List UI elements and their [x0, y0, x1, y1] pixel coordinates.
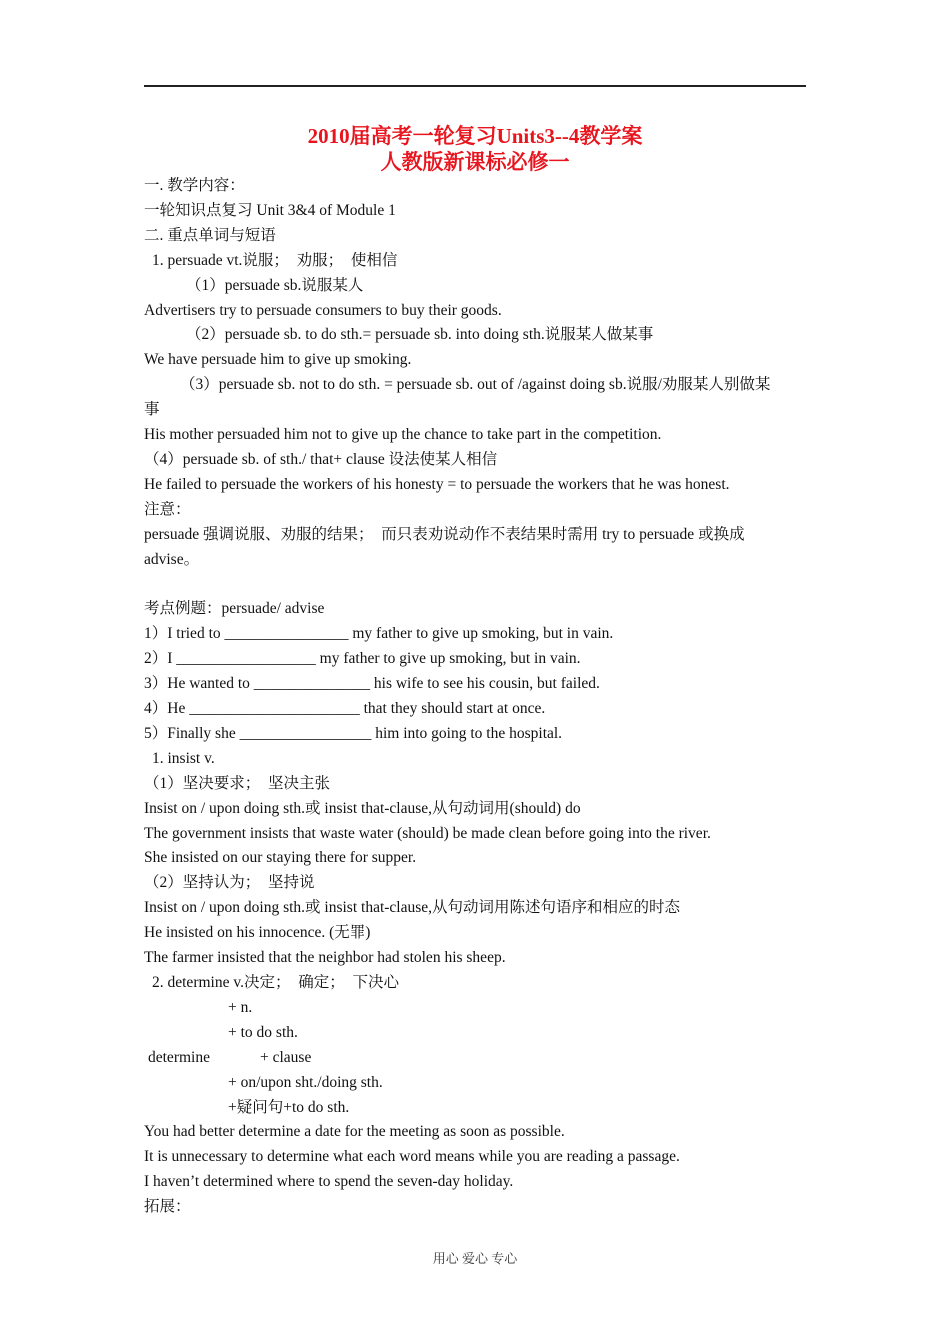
- exercise-item: 1）I tried to ________________ my father to give up smoking, but in vain.: [144, 625, 614, 643]
- usage-item: （2）persuade sb. to do sth.= persuade sb. into doing sth.说服某人做某事: [186, 326, 654, 344]
- pattern-item: + to do sth.: [228, 1023, 298, 1041]
- usage-item-continued: 事: [144, 401, 160, 419]
- document-title: 2010届高考一轮复习Units3--4教学案: [307, 124, 643, 148]
- pattern-item: +疑问句+to do sth.: [228, 1098, 350, 1116]
- exercise-item: 4）He ______________________ that they should start at once.: [144, 700, 546, 718]
- section-heading: 一. 教学内容：: [144, 177, 245, 194]
- usage-item: （1）坚决要求； 坚决主张: [144, 774, 331, 792]
- usage-rule: Insist on / upon doing sth.或 insist that-clause,从句动词用(should) do: [144, 799, 581, 817]
- pattern-keyword: determine: [148, 1048, 210, 1066]
- exercise-item: 2）I __________________ my father to give up smoking, but in vain.: [144, 650, 581, 668]
- document-subtitle: 人教版新课标必修一: [380, 150, 570, 174]
- exercise-item: 5）Finally she _________________ him into going to the hospital.: [144, 724, 563, 742]
- extension-label: 拓展：: [144, 1198, 191, 1216]
- exercise-heading: 考点例题：persuade/ advise: [144, 600, 325, 618]
- vocab-entry: 2. determine v.决定； 确定； 下决心: [152, 973, 399, 991]
- vocab-entry: 1. persuade vt.说服； 劝服； 使相信: [152, 251, 398, 269]
- note-label: 注意：: [144, 500, 191, 518]
- section-heading: 二. 重点单词与短语: [144, 226, 276, 244]
- note-text: persuade 强调说服、劝服的结果； 而只表劝说动作不表结果时需用 try to persuade 或换成: [144, 525, 745, 543]
- text-line: 一轮知识点复习 Unit 3&4 of Module 1: [144, 201, 396, 219]
- example-sentence: He insisted on his innocence. (无罪): [144, 924, 371, 942]
- usage-rule: Insist on / upon doing sth.或 insist that-clause,从句动词用陈述句语序和相应的时态: [144, 899, 681, 917]
- usage-item: （4）persuade sb. of sth./ that+ clause 设法使某人相信: [144, 450, 498, 468]
- usage-item: （3）persuade sb. not to do sth. = persuade sb. out of /against doing sb.说服/劝服某人别做某: [180, 376, 771, 394]
- vocab-entry: 1. insist v.: [152, 749, 215, 767]
- example-sentence: She insisted on our staying there for supper.: [144, 849, 417, 867]
- pattern-item: + n.: [228, 998, 253, 1016]
- page-footer: 用心 爱心 专心: [432, 1251, 518, 1266]
- example-sentence: Advertisers try to persuade consumers to buy their goods.: [144, 301, 502, 319]
- document-body: [144, 174, 808, 1220]
- blank-line: [144, 573, 808, 598]
- pattern-item: + clause: [260, 1048, 312, 1066]
- example-sentence: You had better determine a date for the meeting as soon as possible.: [144, 1123, 565, 1141]
- pattern-row: [144, 1046, 808, 1071]
- note-text: advise。: [144, 550, 200, 568]
- example-sentence: The farmer insisted that the neighbor had stolen his sheep.: [144, 949, 506, 967]
- pattern-item: + on/upon sht./doing sth.: [228, 1073, 383, 1091]
- example-sentence: It is unnecessary to determine what each word means while you are reading a passage.: [144, 1148, 680, 1166]
- example-sentence: He failed to persuade the workers of his honesty = to persuade the workers that he was honest.: [144, 475, 730, 493]
- usage-item: （1）persuade sb.说服某人: [186, 276, 364, 294]
- usage-item: （2）坚持认为； 坚持说: [144, 874, 315, 892]
- example-sentence: His mother persuaded him not to give up the chance to take part in the competition.: [144, 426, 662, 444]
- example-sentence: The government insists that waste water (should) be made clean before going into the river.: [144, 824, 711, 842]
- header-rule: [144, 85, 806, 87]
- exercise-item: 3）He wanted to _______________ his wife to see his cousin, but failed.: [144, 675, 600, 693]
- example-sentence: I haven’t determined where to spend the seven-day holiday.: [144, 1173, 514, 1191]
- example-sentence: We have persuade him to give up smoking.: [144, 351, 412, 369]
